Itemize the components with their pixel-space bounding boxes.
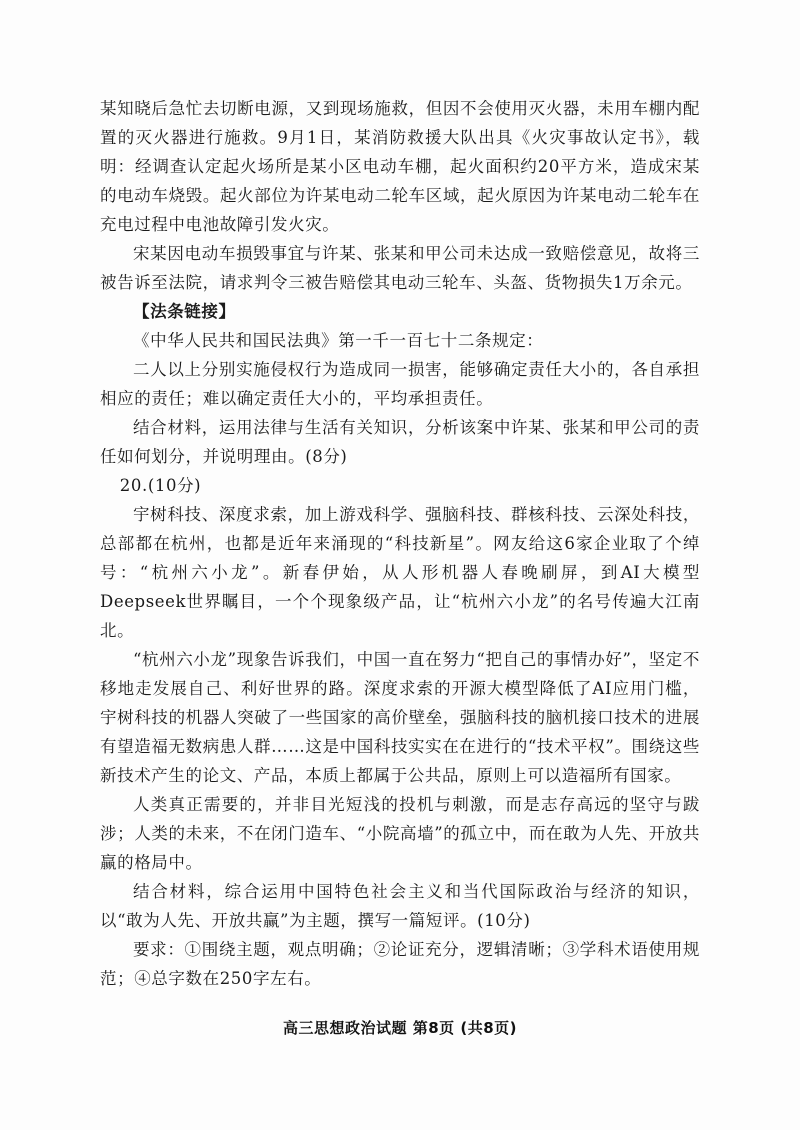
page-content [100, 94, 700, 993]
question-20-number: 20.(10分) [119, 476, 202, 495]
case-paragraph-2: 宋某因电动车损毁事宜与许某、张某和甲公司未达成一致赔偿意见，故将三被告诉至法院，请求判令三被告赔偿其电动三轮车、头盔、货物损失1万余元。 [100, 244, 700, 292]
law-article-text: 二人以上分别实施侵权行为造成同一损害，能够确定责任大小的，各自承担相应的责任；难以确定责任大小的，平均承担责任。 [100, 360, 700, 408]
material-paragraph-2: “杭州六小龙”现象告诉我们，中国一直在努力“把自己的事情办好”，坚定不移地走发展自己、利好世界的路。深度求索的开源大模型降低了AI应用门槛，宇树科技的机器人突破了一些国家的高价壁垒，强脑科技的脑机接口技术的进展有望造福无数病患人群……这是中国科技实实在在进行的“技术平权”。围绕这些新技术产生的论文、产品，本质上都属于公共品，原则上可以造福所有国家。 [100, 650, 700, 785]
material-paragraph-3: 人类真正需要的，并非目光短浅的投机与刺激，而是志存高远的坚守与跋涉；人类的未来，不在闭门造车、“小院高墙”的孤立中，而在敢为人先、开放共赢的格局中。 [100, 795, 700, 872]
law-citation: 《中华人民共和国民法典》第一千一百七十二条规定： [133, 331, 544, 350]
law-link-heading: 【法条链接】 [133, 302, 236, 321]
material-paragraph-1: 宇树科技、深度求索，加上游戏科学、强脑科技、群核科技、云深处科技，总部都在杭州，也都是近年来涌现的“科技新星”。网友给这6家企业取了个绰号：“杭州六小龙”。新春伊始，从人形机器人春晚刷屏，到AI大模型Deepseek世界瞩目，一个个现象级产品，让“杭州六小龙”的名号传遍大江南北。 [100, 505, 700, 640]
question-20-requirements: 要求：①围绕主题，观点明确；②论证充分，逻辑清晰；③学科术语使用规范；④总字数在250字左右。 [100, 940, 700, 988]
question-20-prompt: 结合材料，综合运用中国特色社会主义和当代国际政治与经济的知识，以“敢为人先、开放共赢”为主题，撰写一篇短评。(10分) [100, 882, 700, 930]
case-paragraph-1: 某知晓后急忙去切断电源，又到现场施救，但因不会使用灭火器，未用车棚内配置的灭火器进行施救。9月1日，某消防救援大队出具《火灾事故认定书》，载明：经调查认定起火场所是某小区电动车棚，起火面积约20平方米，造成宋某的电动车烧毁。起火部位为许某电动二轮车区域，起火原因为许某电动二轮车在充电过程中电池故障引发火灾。 [100, 99, 700, 234]
question-19-prompt: 结合材料，运用法律与生活有关知识，分析该案中许某、张某和甲公司的责任如何划分，并说明理由。(8分) [100, 418, 700, 466]
page-footer: 高三思想政治试题 第8页 (共8页) [282, 1019, 518, 1037]
